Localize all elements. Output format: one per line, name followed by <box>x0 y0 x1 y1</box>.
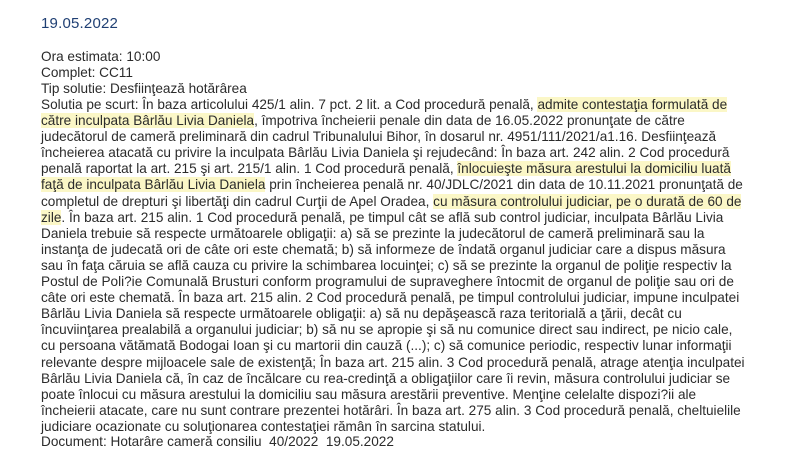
solution-line <box>41 226 776 242</box>
solution-line <box>41 161 776 177</box>
estimated-time: Ora estimata: 10:00 <box>41 49 161 64</box>
panel-label: Complet: CC11 <box>41 65 133 80</box>
solution-line <box>41 387 776 403</box>
solution-line <box>41 419 776 435</box>
solution-line <box>41 210 776 226</box>
solution-text: încheierea atacată cu privire la inculpata Bârlău Livia Daniela şi rejudecând: În baza art. 242 alin. 2 Cod procedură <box>41 145 730 161</box>
solution-line <box>41 194 776 210</box>
solution-text: sau în faţa căruia se află cauza cu privire la schimbarea locuinţei; c) să se prezinte la organul de poliţie respectiv la <box>41 257 732 273</box>
solution-line <box>41 290 776 306</box>
solution-text: cu persoana vătămată Bodogai Ioan şi cu martorii din cauză (...); c) să comunice periodic, respectiv lunar informaţii <box>41 338 732 354</box>
session-date: 19.05.2022 <box>41 15 119 32</box>
document-reference: Document: Hotarâre cameră consiliu 40/2022 19.05.2022 <box>41 434 394 449</box>
solution-line <box>41 242 776 258</box>
solution-text: instanţa de judecată ori de câte ori este chemată; b) să informeze de îndată organul judiciar care a dispus măsura <box>41 241 726 257</box>
solution-text: Postul de Poli?ie Comunală Brusturi conform programului de supraveghere întocmit de organul de poliţie sau ori de <box>41 274 734 290</box>
solution-line <box>41 371 776 387</box>
highlighted-text: cu măsura controlului judiciar, pe o durată de 60 de <box>433 193 742 209</box>
solution-text: câte ori este chemată. În baza art. 215 alin. 2 Cod procedură penală, pe timpul controlului judiciar, impune inculpatei <box>41 290 740 306</box>
solution-line <box>41 145 776 161</box>
solution-line <box>41 97 776 113</box>
solution-text: Solutia pe scurt: În baza articolului 425/1 alin. 7 pct. 2 lit. a Cod procedură penală, <box>41 97 538 112</box>
highlighted-text: zile <box>41 209 62 225</box>
solution-line <box>41 177 776 193</box>
solution-text: Bârlău Livia Daniela să respecte următoarele obligaţii: a) să nu depăşească raza teritorială a ţării, decât cu <box>41 306 682 322</box>
solution-line <box>41 129 776 145</box>
solution-text: încuviinţarea prealabilă a organului judiciar; b) să nu se apropie şi să nu comunice direct sau indirect, pe nicio cale, <box>41 322 733 338</box>
highlighted-text: faţă de inculpata Bârlău Livia Daniela <box>41 177 266 193</box>
solution-text: încheierii atacate, care nu sunt contrare prezentei hotărâri. În baza art. 275 alin. 3 Cod procedură penală, cheltuielile <box>41 402 741 418</box>
solution-text: judiciare ocazionate cu soluţionarea contestaţiei rămân în sarcina statului. <box>41 418 486 434</box>
solution-text: . În baza art. 215 alin. 1 Cod procedură penală, pe timpul cât se află sub control judiciar, inculpata Bârlău Livia <box>61 209 724 225</box>
solution-text: prin încheierea penală nr. 40/JDLC/2021 din data de 10.11.2021 pronunţată de <box>265 177 743 193</box>
solution-line <box>41 338 776 354</box>
solution-text: relevante despre mijloacele sale de existenţă; În baza art. 215 alin. 3 Cod procedură penală, atrage atenţia inculpatei <box>41 354 745 370</box>
solution-type: Tip solutie: Desfiinţează hotărârea <box>41 81 247 96</box>
solution-text: penală raportat la art. 215 şi art. 215/1 alin. 1 Cod procedură penală, <box>41 161 458 177</box>
solution-line <box>41 306 776 322</box>
solution-line <box>41 274 776 290</box>
solution-text: Daniela trebuie să respecte următoarele obligaţii: a) să se prezinte la judecătorul de cameră preliminară sau la <box>41 225 705 241</box>
solution-line <box>41 403 776 419</box>
solution-line <box>41 322 776 338</box>
highlighted-text: către inculpata Bârlău Livia Daniela <box>41 113 255 129</box>
solution-text: Bârlău Livia Daniela că, în caz de încălcare cu rea-credinţă a obligaţiilor care îi revin, măsura controlului judiciar se <box>41 370 731 386</box>
highlighted-text: înlocuieşte măsura arestului la domiciliu luată <box>457 161 731 177</box>
solution-text: completul de drepturi şi libertăţi din cadrul Curţii de Apel Oradea, <box>41 193 434 209</box>
solution-line <box>41 113 776 129</box>
solution-text: judecătorul de cameră preliminară din cadrul Tribunalului Bihor, în dosarul nr. 4951/111/2021/a1.16. Desfiinţează <box>41 129 717 145</box>
solution-text: , împotriva încheierii penale din data de 16.05.2022 pronunţate de către <box>254 113 685 129</box>
highlighted-text: admite contestaţia formulată de <box>537 97 728 112</box>
solution-line <box>41 258 776 274</box>
solution-line <box>41 355 776 371</box>
solution-text: poate înlocui cu măsura arestului la domiciliu sau măsura arestării preventive. Menţine celelalte dispozi?ii ale <box>41 386 697 402</box>
solution-summary <box>41 97 776 435</box>
